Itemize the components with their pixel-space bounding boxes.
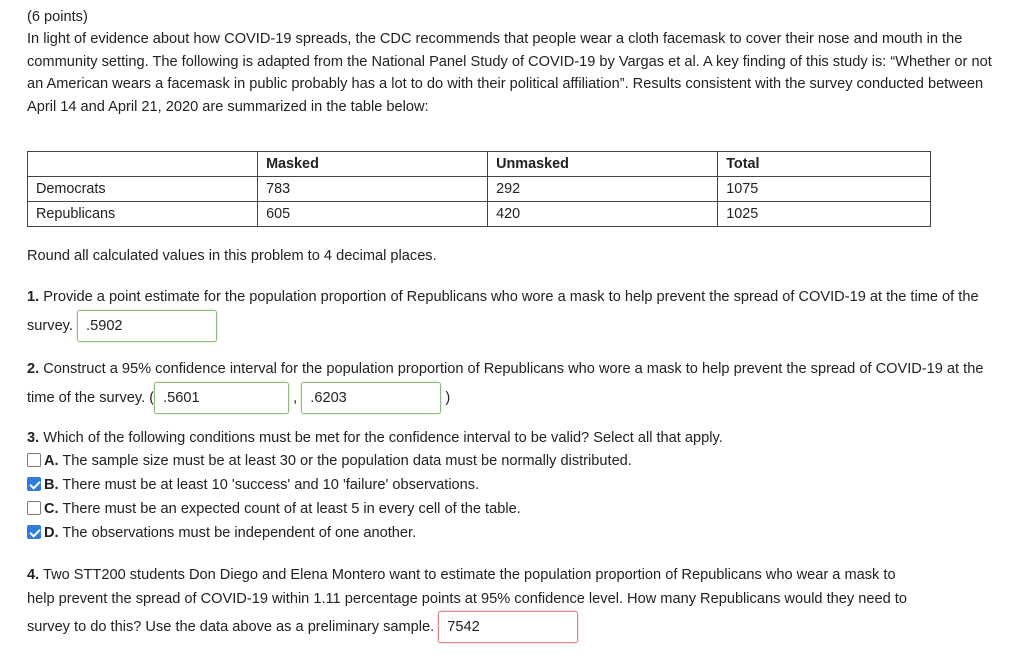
option-text: The sample size must be at least 30 or the population data must be normally distributed. — [62, 453, 632, 469]
question-3 — [27, 427, 1002, 450]
table-header-row — [28, 152, 931, 177]
question-number: 2. — [27, 361, 40, 377]
checkbox-d[interactable] — [27, 525, 41, 539]
rounding-note: Round all calculated values in this problem to 4 decimal places. — [27, 248, 437, 264]
question-text: Provide a point estimate for the population proportion of Republicans who wore a mask to help prevent the spread of COVID-19 at the time of the survey. — [27, 289, 979, 334]
q2-lower-bound-input[interactable]: .5601 — [154, 382, 289, 414]
interval-comma: , — [293, 389, 298, 406]
question-2 — [27, 356, 1002, 414]
table-header-cell: Unmasked — [488, 152, 718, 177]
checkbox-c[interactable] — [27, 501, 41, 515]
question-text: Which of the following conditions must be met for the confidence interval to be valid? Select all that apply. — [43, 430, 723, 446]
interval-close-paren: ) — [445, 389, 451, 406]
option-letter: B. — [44, 477, 59, 493]
question-text: Construct a 95% confidence interval for the population proportion of Republicans who wore a mask to help prevent the spread of COVID-19 at the time of the survey. — [27, 361, 984, 406]
table-cell: 292 — [488, 177, 718, 202]
question-text: Two STT200 students Don Diego and Elena Montero want to estimate the population proportion of Republicans who wear a mask to help prevent the spread of COVID-19 within 1.11 percentage points at 95% confidence level. How many Republicans would they need to survey to do this? Use the data above as a preliminary sample. — [27, 567, 907, 635]
table-row — [28, 177, 931, 202]
points-label: (6 points) — [27, 9, 88, 25]
table-cell: Republicans — [28, 202, 258, 227]
table-cell: 783 — [258, 177, 488, 202]
table-header-cell: Total — [718, 152, 931, 177]
option-letter: C. — [44, 501, 59, 517]
option-text: There must be at least 10 'success' and 10 'failure' observations. — [62, 477, 480, 493]
option-c[interactable] — [27, 498, 521, 521]
q2-upper-bound-input[interactable]: .6203 — [301, 382, 441, 414]
option-a[interactable] — [27, 450, 632, 473]
q4-answer-input[interactable]: 7542 — [438, 611, 578, 643]
checkbox-b[interactable] — [27, 477, 41, 491]
option-text: The observations must be independent of one another. — [62, 525, 417, 541]
option-letter: A. — [44, 453, 59, 469]
option-text: There must be an expected count of at least 5 in every cell of the table. — [62, 501, 521, 517]
option-letter: D. — [44, 525, 59, 541]
table-cell: Democrats — [28, 177, 258, 202]
interval-open-paren: ( — [149, 389, 155, 406]
question-number: 3. — [27, 430, 40, 446]
question-1 — [27, 284, 1002, 342]
question-number: 1. — [27, 289, 40, 305]
table-header-cell — [28, 152, 258, 177]
option-d[interactable] — [27, 522, 416, 545]
intro-paragraph: In light of evidence about how COVID-19 spreads, the CDC recommends that people wear a cloth facemask to cover their nose and mouth in the community setting. The following is adapted from the National Panel Study of COVID-19 by Vargas et al. A key finding of this study is: “Whether or not an American wears a facemask in public probably has a lot to do with their political affiliation”. Results consistent with the survey conducted between April 14 and April 21, 2020 are summarized in the table below: — [27, 31, 992, 115]
question-4 — [27, 563, 927, 643]
option-b[interactable] — [27, 474, 479, 497]
question-number: 4. — [27, 567, 40, 583]
q1-answer-input[interactable]: .5902 — [77, 310, 217, 342]
table-cell: 1025 — [718, 202, 931, 227]
checkbox-a[interactable] — [27, 453, 41, 467]
table-cell: 605 — [258, 202, 488, 227]
table-cell: 1075 — [718, 177, 931, 202]
table-cell: 420 — [488, 202, 718, 227]
survey-table — [27, 151, 931, 227]
table-row — [28, 202, 931, 227]
table-header-cell: Masked — [258, 152, 488, 177]
